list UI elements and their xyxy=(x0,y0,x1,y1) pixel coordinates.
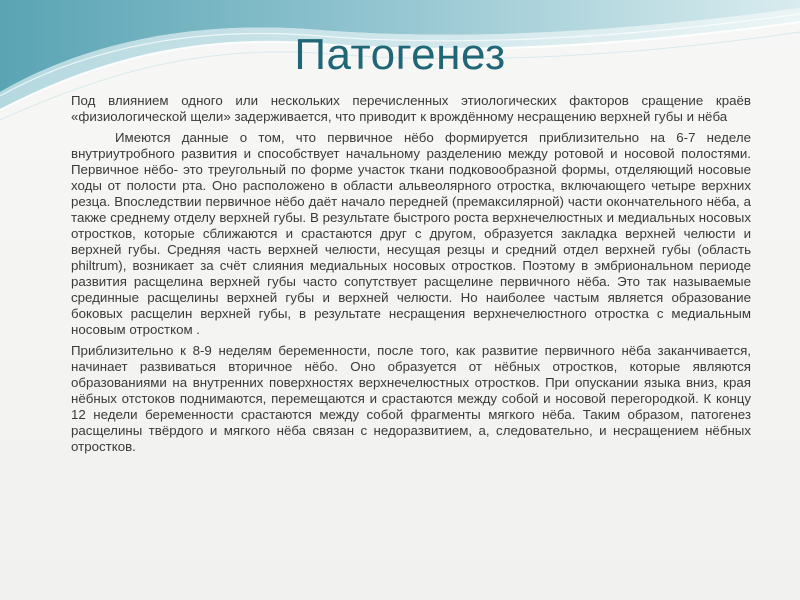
paragraph-intro: Под влиянием одного или нескольких перечисленных этиологических факторов сращение краёв «физиологической щели» задерживается, что приводит к врождённому несращению верхней губы и нёба xyxy=(71,93,751,124)
paragraph-secondary-palate: Приблизительно к 8-9 неделям беременности, после того, как развитие первичного нёба заканчивается, начинает развиваться вторичное нёбо. Оно образуется от нёбных отростков, которые являются образованиями на внутренних поверхностях верхнечелюстных отростков. При опускании языка вниз, края нёбных отстоков поднимаются, перемещаются и срастаются между собой и носовой перегородкой. К концу 12 недели беременности срастаются между собой фрагменты мягкого нёба. Таким образом, патогенез расщелины твёрдого и мягкого нёба связан с недоразвитием, а, следовательно, и несращением нёбных отростков. xyxy=(71,343,751,454)
body-text xyxy=(71,93,751,460)
page-title: Патогенез xyxy=(294,30,506,79)
paragraph-primary-palate: Имеются данные о том, что первичное нёбо формируется приблизительно на 6-7 неделе внутриутробного развития и способствует начальному разделению между ротовой и носовой полостями. Первичное нёбо- это треугольный по форме участок ткани подковообразной формы, отделяющий носовые ходы от полости рта. Оно расположено в области альвеолярного отростка, включающего четыре верхних резца. Впоследствии первичное нёбо даёт начало передней (премаксилярной) части окончательного нёба, а также среднему отделу верхней губы. В результате быстрого роста верхнечелюстных и медиальных носовых отростков, которые сближаются и срастаются друг с другом, образуется закладка верхней челюсти и верхней губы. Средняя часть верхней челюсти, несущая резцы и средний отдел верхней губы (область philtrum), возникает за счёт слияния медиальных носовых отростков. Поэтому в эмбриональном периоде развития расщелина верхней губы часто сопутствует расщелине первичного нёба. Это так называемые срединные расщелины верхней губы и верхней челюсти. Но наиболее частым является образование боковых расщелин верхней губы, в результате несращения верхнечелюстного отростка с медиальным носовым отростком . xyxy=(71,130,751,337)
